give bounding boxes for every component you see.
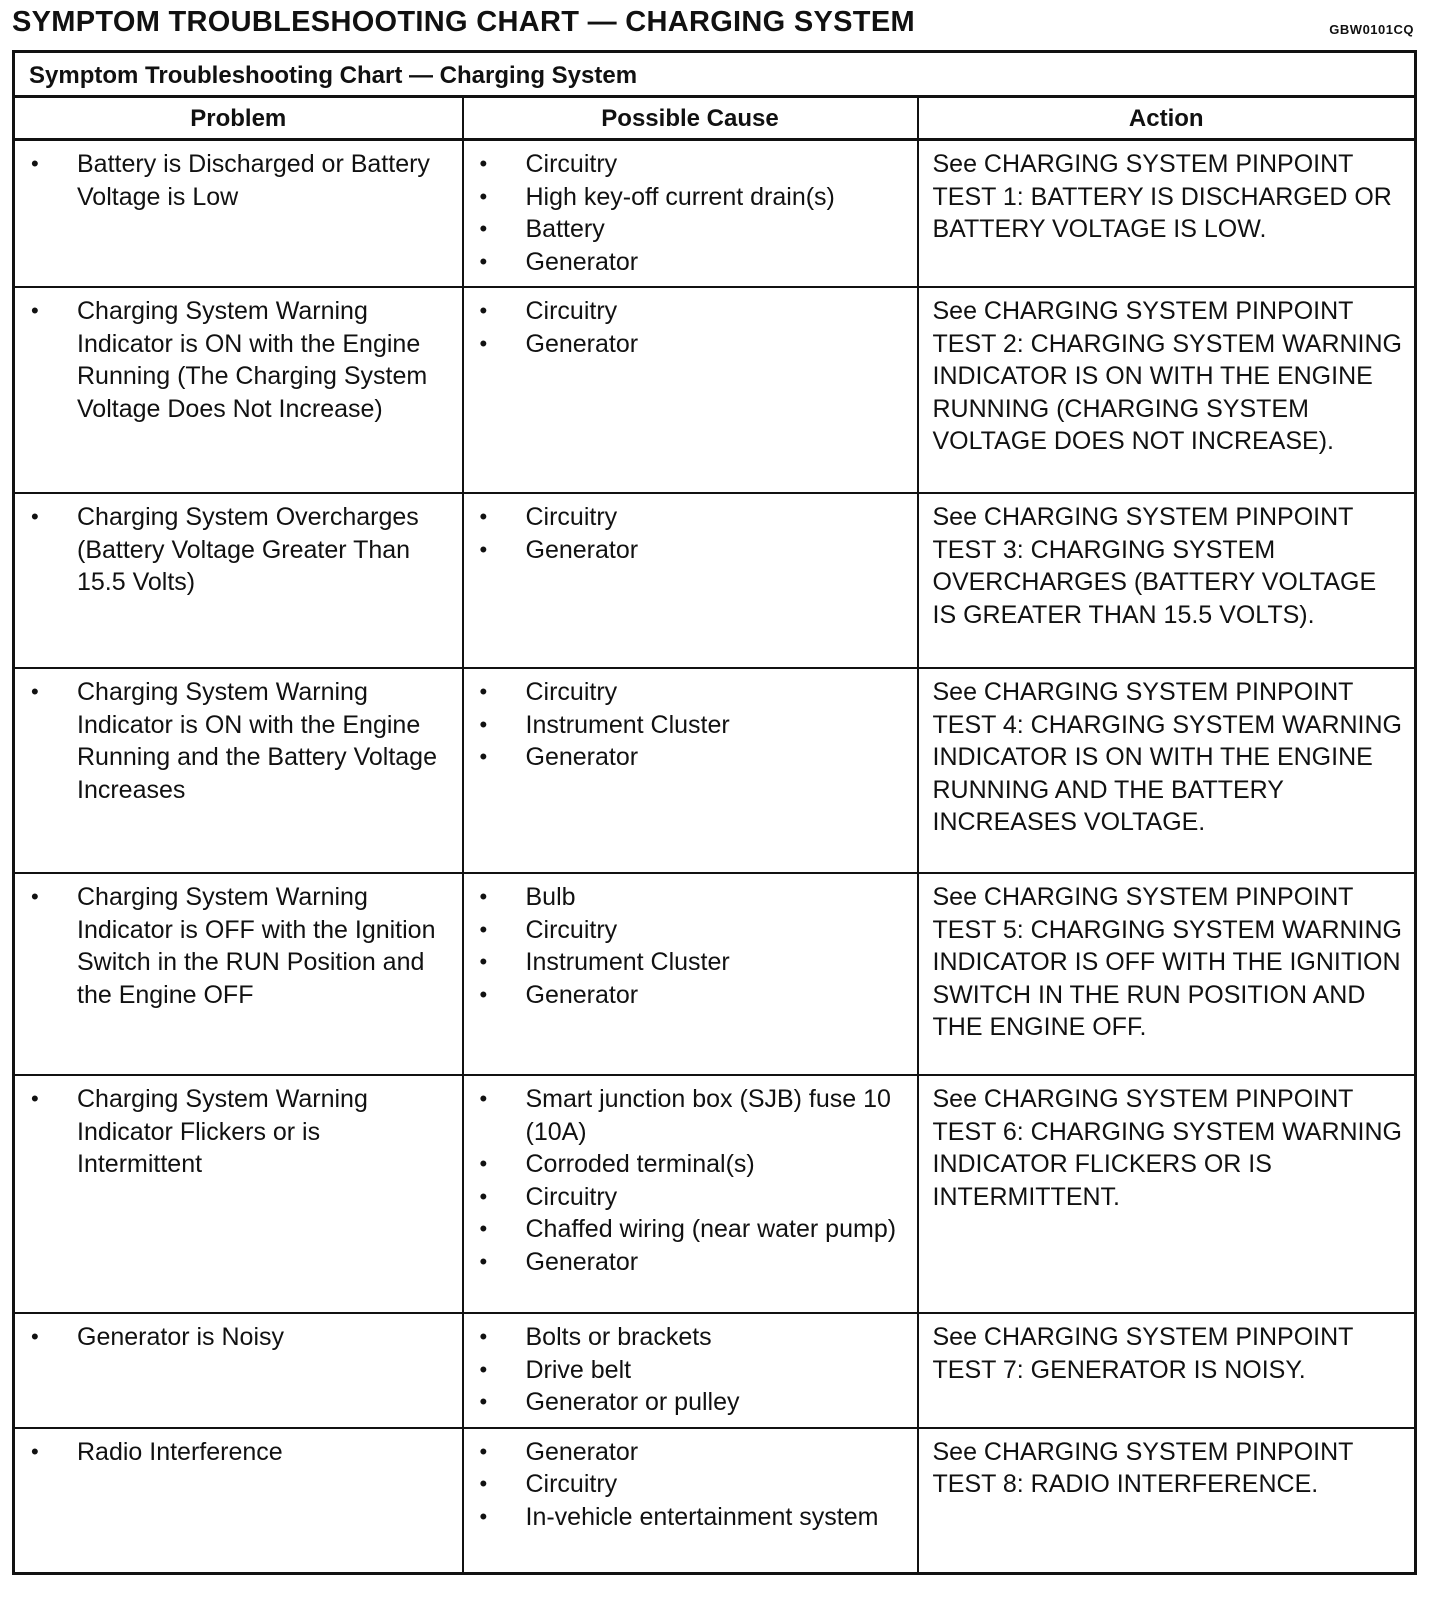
cause-item: • Generator: [464, 328, 907, 361]
possible-cause-cell: [463, 1313, 918, 1428]
possible-cause-cell: [463, 668, 918, 873]
problem-cell: [14, 140, 463, 288]
problem-cell: [14, 493, 463, 668]
action-text: See CHARGING SYSTEM PINPOINT TEST 3: CHARGING SYSTEM OVERCHARGES (BATTERY VOLTAGE IS GREATER THAN 15.5 VOLTS).: [932, 503, 1377, 629]
cause-item: • High key-off current drain(s): [464, 181, 907, 214]
cause-item: • Corroded terminal(s): [464, 1148, 907, 1181]
action-cell: [918, 1428, 1416, 1574]
cause-item: • Circuitry: [464, 148, 907, 181]
cause-item: • Generator: [464, 1246, 907, 1279]
action-cell: [918, 140, 1416, 288]
column-header-action: Action: [918, 97, 1416, 140]
table-row: [14, 493, 1416, 668]
action-cell: [918, 493, 1416, 668]
cause-list: [464, 1429, 917, 1542]
action-cell: [918, 1075, 1416, 1313]
table-header-row: [14, 97, 1416, 140]
cause-item: • Generator: [464, 741, 907, 774]
cause-item: • Circuitry: [464, 501, 907, 534]
problem-cell: [14, 1313, 463, 1428]
possible-cause-cell: [463, 1075, 918, 1313]
problem-text: • Charging System Warning Indicator is ON with the Engine Running and the Battery Voltage Increases: [15, 676, 452, 806]
action-text: See CHARGING SYSTEM PINPOINT TEST 8: RADIO INTERFERENCE.: [932, 1437, 1353, 1498]
cause-list: [464, 141, 917, 286]
cause-item: • Generator or pulley: [464, 1386, 907, 1419]
cause-list: [464, 1314, 917, 1427]
cause-item: • Circuitry: [464, 295, 907, 328]
table-row: [14, 140, 1416, 288]
possible-cause-cell: [463, 873, 918, 1075]
action-text: See CHARGING SYSTEM PINPOINT TEST 1: BATTERY IS DISCHARGED OR BATTERY VOLTAGE IS LOW.: [932, 150, 1392, 243]
cause-item: • Chaffed wiring (near water pump): [464, 1213, 907, 1246]
cause-item: • Smart junction box (SJB) fuse 10 (10A): [464, 1083, 907, 1148]
cause-item: • Circuitry: [464, 1181, 907, 1214]
page-header: [12, 6, 1414, 44]
action-cell: [918, 873, 1416, 1075]
problem-text: • Charging System Overcharges (Battery Voltage Greater Than 15.5 Volts): [15, 501, 452, 599]
action-text: See CHARGING SYSTEM PINPOINT TEST 7: GENERATOR IS NOISY.: [932, 1323, 1353, 1384]
cause-item: • Bulb: [464, 881, 907, 914]
cause-item: • Generator: [464, 1436, 907, 1469]
cause-item: • Circuitry: [464, 676, 907, 709]
table-row: [14, 668, 1416, 873]
action-cell: [918, 668, 1416, 873]
table-row: [14, 873, 1416, 1075]
column-header-problem: Problem: [14, 97, 463, 140]
table-body: [14, 140, 1416, 1574]
table-caption-row: [14, 52, 1416, 97]
document-code: GBW0101CQ: [1329, 22, 1414, 37]
table-row: [14, 1428, 1416, 1574]
cause-item: • Generator: [464, 979, 907, 1012]
problem-cell: [14, 873, 463, 1075]
table-row: [14, 287, 1416, 493]
possible-cause-cell: [463, 493, 918, 668]
problem-cell: [14, 1428, 463, 1574]
action-text: See CHARGING SYSTEM PINPOINT TEST 4: CHARGING SYSTEM WARNING INDICATOR IS ON WITH THE ENGINE RUNNING AND THE BATTERY INCREASES VOLTAGE.: [932, 678, 1402, 836]
problem-cell: [14, 1075, 463, 1313]
action-cell: [918, 1313, 1416, 1428]
cause-item: • In-vehicle entertainment system: [464, 1501, 907, 1534]
cause-list: [464, 874, 917, 1019]
problem-text: • Radio Interference: [15, 1436, 452, 1469]
cause-item: • Battery: [464, 213, 907, 246]
troubleshooting-table: [12, 50, 1417, 1575]
cause-list: [464, 1076, 917, 1286]
possible-cause-cell: [463, 140, 918, 288]
possible-cause-cell: [463, 1428, 918, 1574]
cause-item: • Generator: [464, 534, 907, 567]
problem-text: • Battery is Discharged or Battery Voltage is Low: [15, 148, 452, 213]
cause-item: • Bolts or brackets: [464, 1321, 907, 1354]
problem-cell: [14, 668, 463, 873]
action-text: See CHARGING SYSTEM PINPOINT TEST 6: CHARGING SYSTEM WARNING INDICATOR FLICKERS OR IS INTERMITTENT.: [932, 1085, 1402, 1211]
cause-list: [464, 288, 917, 368]
cause-item: • Instrument Cluster: [464, 709, 907, 742]
problem-text: • Generator is Noisy: [15, 1321, 452, 1354]
column-header-possible-cause: Possible Cause: [463, 97, 918, 140]
cause-item: • Generator: [464, 246, 907, 279]
page-title: SYMPTOM TROUBLESHOOTING CHART — CHARGING SYSTEM: [12, 6, 915, 38]
problem-cell: [14, 287, 463, 493]
action-text: See CHARGING SYSTEM PINPOINT TEST 2: CHARGING SYSTEM WARNING INDICATOR IS ON WITH THE ENGINE RUNNING (CHARGING SYSTEM VOLTAGE DOES NOT INCREASE).: [932, 297, 1402, 455]
problem-text: • Charging System Warning Indicator is ON with the Engine Running (The Charging System Voltage Does Not Increase): [15, 295, 452, 425]
cause-item: • Circuitry: [464, 1468, 907, 1501]
table-row: [14, 1313, 1416, 1428]
problem-text: • Charging System Warning Indicator Flickers or is Intermittent: [15, 1083, 452, 1181]
cause-list: [464, 669, 917, 782]
cause-item: • Instrument Cluster: [464, 946, 907, 979]
table-row: [14, 1075, 1416, 1313]
action-text: See CHARGING SYSTEM PINPOINT TEST 5: CHARGING SYSTEM WARNING INDICATOR IS OFF WITH THE IGNITION SWITCH IN THE RUN POSITION AND THE ENGINE OFF.: [932, 883, 1402, 1041]
possible-cause-cell: [463, 287, 918, 493]
action-cell: [918, 287, 1416, 493]
problem-text: • Charging System Warning Indicator is OFF with the Ignition Switch in the RUN Position and the Engine OFF: [15, 881, 452, 1011]
cause-item: • Drive belt: [464, 1354, 907, 1387]
table-caption: Symptom Troubleshooting Chart — Charging System: [14, 52, 1416, 97]
cause-item: • Circuitry: [464, 914, 907, 947]
cause-list: [464, 494, 917, 574]
